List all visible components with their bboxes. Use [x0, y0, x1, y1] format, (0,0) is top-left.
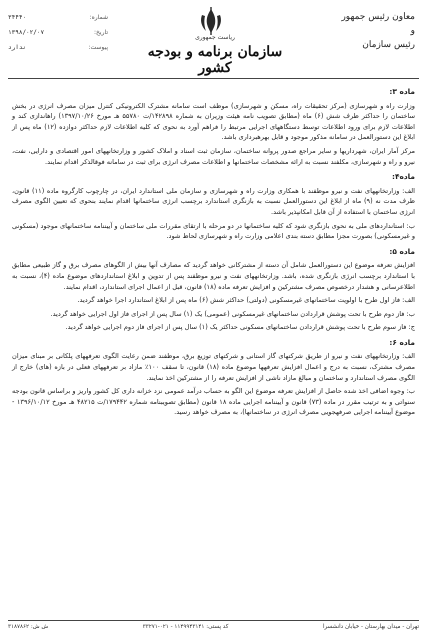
- emblem-caption: ریاست جمهوری: [195, 34, 235, 41]
- sender-title-line2: و: [410, 26, 415, 36]
- section-heading: ماده ۶:: [389, 337, 415, 347]
- section-article-4: [12, 172, 415, 242]
- meta-value: ندارد: [8, 44, 27, 51]
- footer-address: تهران - میدان بهارستان - خیابان دانشسرا: [322, 624, 419, 630]
- meta-label: شماره:: [89, 14, 108, 21]
- section-paragraph: الف: فاز اول طرح با اولویت ساختمانهای غیرمسکونی (دولتی) حداکثر شش (۶) ماه پس از ابلاغ استاندارد اجرا خواهد گردید.: [77, 296, 415, 305]
- section-heading: ماده ۵:: [389, 246, 415, 256]
- section-article-3: [12, 87, 415, 167]
- section-paragraph: الف: وزارتخانههای نفت و نیرو از طریق شرکتهای گاز استانی و شرکتهای توزیع برق، موظفند ضمن رعایت الگوی تعرفههای پلکانی بر مبنای میزان مصرف مشترک، نسبت به درج و اعمال افزایش تعرفهها موضوع ماده (۱۸) قانون، تا سقف ۱۰۰٪ مازاد بر تعرفههای فعلی در بازه (های) خارج از الگوی مصرف استاندارد و ساختمان و مبالغ مازاد ناشی از افزایش تعرفه را از مشترکین اخذ نمایند.: [12, 352, 415, 382]
- meta-value: ۱۳۹۸/۰۲/۰۷: [8, 29, 45, 36]
- section-paragraph: ب: وجوه اضافی اخذ شده حاصل از افزایش تعرفه موضوع این الگو به حساب درآمد عمومی نزد خزانه داری کل کشور واریز و براساس قانون بودجه سنواتی و به ترتیب مقرر در ماده (۷۳) قانون و آییننامه اجرایی ماده ۱۸ قانون (مطابق تصویبنامه شماره ۱۷۹۴۴۲/ت ۴۸۲۱۵ هـ مورخ ۱۳۹۶/۱۰/۱۲ - موضوع آییننامه اجرایی صرفهجویی مصرف انرژی در ساختمانها)، به مصرف خواهد رسید.: [12, 387, 416, 417]
- meta-label: تاریخ:: [94, 29, 108, 36]
- letter-meta: [8, 10, 108, 55]
- sender-title-block: [325, 10, 415, 52]
- section-paragraph: الف: وزارتخانههای نفت و نیرو موظفند با همکاری وزارت راه و شهرسازی و سازمان ملی استاندارد ایران، در چارچوب کارگروه ماده (۱۱) قانون، ظرف مدت نه (۹) ماه از ابلاغ این دستورالعمل نسبت به بازنگری استاندارد برچسب انرژی ساختمانها اقدام نمایند بنحوی که تعیین الگوی مصرف انرژی ساختمان با استفاده از آن قابل امکانپذیر باشد.: [12, 186, 416, 216]
- meta-number-row: [8, 10, 108, 25]
- header-divider: [8, 78, 419, 79]
- organization-name: سازمان برنامه و بودجه کشور: [147, 44, 283, 76]
- section-paragraph: مرکز آمار ایران، شهرداریها و سایر مراجع صدور پروانه ساختمان، سازمان ثبت اسناد و املاک کشور و وزارتخانههای امور اقتصادی و دارایی، نفت، نیرو و راه و شهرسازی، مکلفند نسبت به ارائه مشخصات ساختمانها و اطلاعات مصرف انرژی برای ثبت در سامانه فوقالذکر اقدام نمایند.: [12, 146, 415, 166]
- section-article-5: [12, 247, 415, 333]
- section-paragraph: ب: استانداردهای ملی به نحوی بازنگری شود که کلیه ساختمانها در دو مرحله با ارتقای مقررات ملی ساختمان و آییننامه ساختمانهای موجود (مسکونی و غیرمسکونی) بصورت مجزا مطابق دسته بندی اعلامی وزارت راه و شهرسازی لحاظ شود.: [12, 221, 415, 241]
- meta-value: ۳۴۴۴۰: [8, 14, 27, 21]
- section-paragraph: ب: فاز دوم طرح با تحت پوشش قراردادن ساختمانهای غیرمسکونی (عمومی) یک (۱) سال پس از اجرای فاز اول اجرایی خواهد گردید.: [50, 309, 415, 318]
- letter-body: [12, 82, 415, 421]
- meta-attachment-row: [8, 40, 108, 55]
- section-heading: ماده ۳:: [389, 87, 415, 96]
- section-heading: ماده۴:: [392, 172, 415, 182]
- footer-phone: ش ش: ۳۱۸۷۸۶۲: [8, 624, 49, 630]
- meta-label: پیوست:: [88, 44, 108, 51]
- sender-title-line1: معاون رئیس جمهور: [341, 12, 415, 22]
- section-paragraph: وزارت راه و شهرسازی (مرکز تحقیقات راه، مسکن و شهرسازی) موظف است سامانه مشترک الکترونیکی کنترل میزان مصرف انرژی در بخش ساختمان را حداکثر ظرف شش (۶) ماه (مطابق تصویب نامه هیئت وزیران به شماره ۱۴۲۸۹۸/ت ۵۵۷۸۰ هـ مورخ ۱۳۹۷/۱۰/۲۶) راهاندازی کند و اطلاعات لازم برای ورود اطلاعات توسط دستگاههای اجرایی مرتبط را فراهم آورد به نحوی که کلیه اطلاعات لازم حداکثر دوازده (۱۲) ماه پس از ابلاغ این دستورالعمل در سامانه مذکور موجود و قابل بهرهبرداری باشد.: [12, 101, 415, 142]
- sender-title-line3: رئیس سازمان: [362, 40, 415, 50]
- section-article-6: [12, 338, 415, 418]
- meta-date-row: [8, 25, 108, 40]
- section-paragraph: ج: فاز سوم طرح با تحت پوشش قراردادن ساختمانهای مسکونی حداکثر یک (۱) سال پس از اجرای فاز دوم اجرایی خواهد گردید.: [65, 323, 415, 332]
- letter-footer: [8, 620, 419, 630]
- section-paragraph: افزایش تعرفه موضوع این دستورالعمل شامل آن دسته از مشترکانی خواهد گردید که مصارف آنها بیش از الگوهای مصرف برق و گاز طبیعی مطابق با استاندارد برچسب انرژی بازنگری شده، باشد. وزارتخانههای نفت و نیرو موظفند پس از تدوین و ابلاغ استانداردهای موضوع ماده (۴)، نسبت به اطلاعرسانی و هشدار درخصوص مصرف مشترکین و افزایش تعرفه ماده (۱۸) قانون، قبل از اعمال اجرای استاندارد، اقدام نمایند.: [12, 261, 415, 291]
- footer-postal: کد پستی: ۱۱۴۹۹۴۳۱۴۱ - ۰۲۱-۳۳۲۷۱: [142, 624, 229, 630]
- iran-emblem-icon: [196, 6, 226, 36]
